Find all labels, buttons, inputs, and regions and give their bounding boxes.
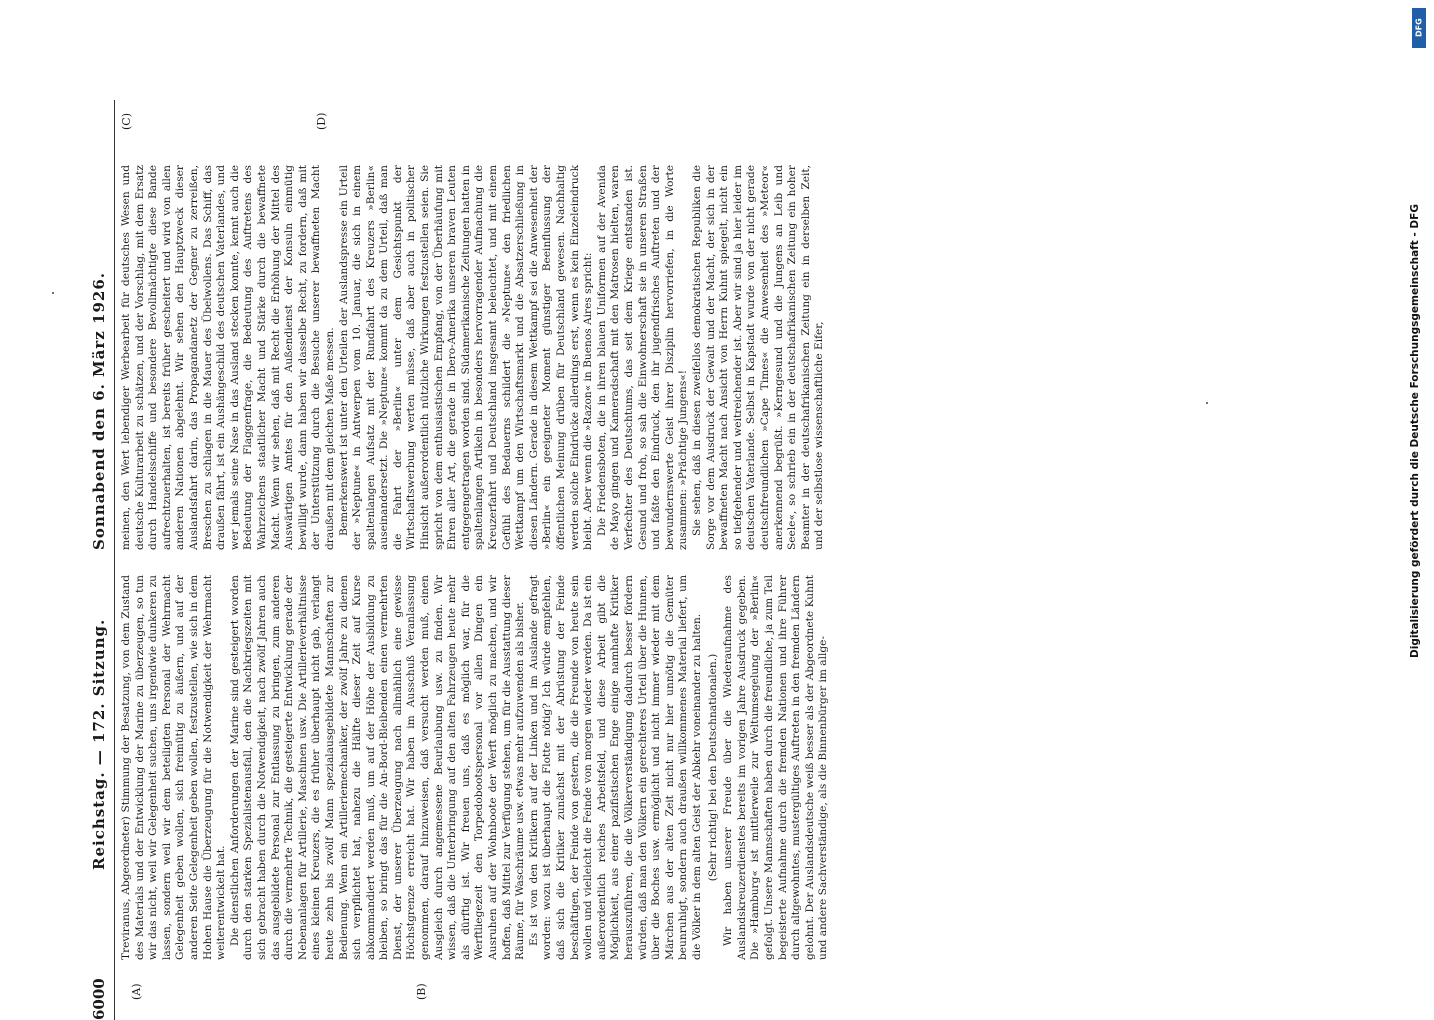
session-date: Sonnabend den 6. März 1926. bbox=[90, 272, 108, 550]
dfg-logo: DFG bbox=[1412, 8, 1426, 48]
dfg-credit-text: Digitalisierung gefördert durch die Deutsche Forschungsgemeinschaft - DFG bbox=[1409, 204, 1421, 658]
quotation: Die Friedensboten, die in ihren blauen Uniformen auf der Avenida de Mayo gingen und Kameradschaft mit den Matrosen hielten, waren Verfechter des Deutschtums, das seit dem Kriege entstanden ist. Gesund und froh, so sah die Einwohnerschaft sie in unseren Straßen und faßte den Eindruck, den ihr jugendfrisches Auftreten und der bewundernswerte Geist ihrer Disziplin hervorriefen, in die Worte zusammen: »Prächtige Jungens«! bbox=[595, 165, 690, 550]
margin-marker-b: (B) bbox=[415, 983, 428, 1000]
paragraph: Wir haben unserer Freude über die Wiederaufnahme des Auslandskreuzerdienstes bereits im vorigen Jahre Ausdruck gegeben. Die »Hamburg« ist mittlerweile zur Weltumsegelung der »Berlin« gefolgt. Unsere Mannschaften haben durch die freundliche, ja zum Teil begeisterte Aufnahme durch die fremden Nationen und ihre Führer durch altgewohntes, mustergültiges Auftreten in den fremden Ländern gelohnt. Der Auslandsdeutsche weiß besser als der Abgeordnete Kuhnt und andere Sachverständige, als die Binnenbürger im allge- bbox=[722, 575, 830, 960]
interjection: (Sehr richtig! bei den Deutschnationalen.) bbox=[706, 653, 719, 882]
header-rule bbox=[114, 100, 115, 1020]
page-number: 6000 bbox=[90, 978, 108, 1020]
paragraph: meinen, den Wert lebendiger Werbearbeit für deutsches Wesen und deutsche Kulturarbeit zu schätzen, und der Vorschlag, mit dem Ersatz durch Handelsschiffe und besondere Bevollmächtigte diese Bande aufrechtzuerhalten, ist bereits früher gescheitert und wird von allen anderen Nationen abgelehnt. Wir sehen den Hauptzweck dieser Auslandsfahrt darin, das Propagandanetz der Gegner zu zerreißen, Breschen zu schlagen in die Mauer des Übelwollens. Das Schiff, das draußen fährt, ist ein Aushängeschild des deutschen Vaterlandes, und wer jemals seine Nase in das Ausland stecken konnte, kennt auch die Bedeutung der Flaggenfrage, die Bedeutung des Auftretens des Wahrzeichens staatlicher Macht und Stärke durch die bewaffnete Macht. Wenn wir sehen, daß mit Recht die Erhöhung der Mittel des Auswärtigen Amtes für den Außendienst der Konsuln einmütig bewilligt wurde, dann haben wir dasselbe Recht, zu fordern, daß mit der Unterstützung durch die Besuche unserer bewaffneten Macht draußen mit dem gleichen Maße messen. bbox=[120, 165, 336, 550]
paragraph: Bemerkenswert ist unter den Urteilen der Auslandspresse ein Urteil der »Neptune« in Antwerpen vom 10. Januar, die sich in einem spaltenlangen Aufsatz mit der Rundfahrt des Kreuzers »Berlin« auseinandersetzt. Die »Neptune« kommt da zu dem Urteil, daß man die Fahrt der »Berlin« unter dem Gesichtspunkt der Wirtschaftswerbung werten müsse, daß aber auch in politischer Hinsicht außerordentlich nützliche Wirkungen festzustellen seien. Sie spricht von dem enthusiastischen Empfang, von der Überhäufung mit Ehren aller Art, die gerade in Ibero-Amerika unseren braven Leuten entgegengetragen worden sind. Südamerikanische Zeitungen hatten in spaltenlangen Artikeln in besonders hervorragender Aufmachung die Kreuzerfahrt und Deutschland insgesamt beleuchtet, und mit einem Gefühl des Bedauerns schildert die »Neptune« den friedlichen Wettkampf um den Wirtschaftsmarkt und die Absatzerschließung in diesen Ländern. Gerade in diesem Wettkampf sei die Anwesenheit der »Berlin« ein geeigneter Moment günstiger Beeinflussung der öffentlichen Meinung drüben für Deutschland gewesen. Nachhaltig werden solche Eindrücke allerdings erst, wenn es kein Einzeleindruck bleibt. Aber wenn die »Razon« in Buenos Aires spricht: bbox=[337, 165, 595, 550]
scan-speck bbox=[52, 292, 54, 294]
right-column bbox=[120, 165, 826, 550]
scanned-page bbox=[90, 100, 830, 1020]
paragraph: Es ist von den Kritikern auf der Linken und im Auslande gefragt worden: wozu ist überhaupt die Flotte nötig? Ich würde empfehlen, daß sich die Kritiker zunächst mit der Abrüstung der Feinde beschäftigen, der Feinde von gestern, die die Freunde von heute sein wollen und vielleicht die Feinde von morgen wieder werden. Da ist ein außerordentlich reiches Arbeitsfeld, und diese Arbeit gibt die Möglichkeit, aus einer pazifistischen Enge einige namhafte Kritiker herauszuführen, die die Völkerverständigung dadurch besser fördern würden, daß man den Völkern ein gerechteres Urteil über die Hunnen, über die Boches usw. ermöglicht und nicht immer wieder mit dem Märchen aus der alten Zeit nicht nur hier unnötig die Gemüter beunruhigt, sondern auch draußen willkommenes Material liefert, um die Völker in dem alten Geist der Abkehr voneinander zu halten. bbox=[527, 575, 703, 960]
margin-marker-d: (D) bbox=[315, 112, 328, 130]
margin-marker-c: (C) bbox=[120, 113, 133, 130]
digitization-sidebar bbox=[1400, 0, 1434, 1000]
session-title: Reichstag. — 172. Sitzung. bbox=[90, 618, 108, 870]
paragraph: Treviranus, Abgeordneter) Stimmung der Besatzung, von dem Zustand des Materials und der Entwicklung der Marine zu überzeugen, so tun wir das nicht, weil wir Gelegenheit suchen, uns irgendwie dunkeren zu lassen, sondern weil wir dem beteiligten Personal der Wehrmacht Gelegenheit geben wollen, sich freimütig zu äußern, und auf der anderen Seite Gelegenheit geben wollen, festzustellen, wie sich in dem Hohen Hause die Überzeugung für die Notwendigkeit der Wehrmacht weiterentwickelt hat. bbox=[120, 575, 228, 960]
rotated-page-container bbox=[90, 100, 830, 1020]
margin-marker-a: (A) bbox=[130, 983, 143, 1000]
paragraph: Sie sehen, daß in diesen zweifellos demokratischen Republiken die Sorge vor dem Ausdruck der Gewalt und der Macht, der sich in der bewaffneten Macht nach Ansicht von Herrn Kuhnt spiegelt, nicht ein so tiefgehender und weitreichender ist. Aber wir sind ja hier leider im deutschen Vaterlande. Selbst in Kapstadt wurde von der nicht gerade deutschfreundlichen »Cape Times« die Anwesenheit des »Meteor« anerkennend begrüßt. »Kerngesund und die Jungens an Leib und Seele«, so schrieb ein in der deutschafrikanischen Zeitung ein hoher Beamter in der deutschafrikanischen Zeitung ein in derselben Zeit, und der selbstlose wissenschaftliche Eifer, bbox=[690, 165, 826, 550]
page-header bbox=[90, 100, 112, 1020]
paragraph: Die dienstlichen Anforderungen der Marine sind gesteigert worden durch den starken Spezialistenausfall, den die Nachkriegszeiten mit sich gebracht haben durch die Notwendigkeit, nach zwölf Jahren auch das ausgebildete Personal zur Entlassung zu bringen, zum anderen durch die vermehrte Technik, die gesteigerte Entwicklung gerade der Nebenanlagen für Artillerie, Maschinen usw. Die Artillerieverhältnisse eines kleinen Kreuzers, die es früher überhaupt nicht gab, verlangt heute zehn bis zwölf Mann spezialausgebildete Mannschaften zur Bedienung. Wenn ein Artilleriemechaniker, der zwölf Jahre zu dienen sich verpflichtet hat, nahezu die Hälfte dieser Zeit auf Kurse abkommandiert werden muß, um auf der Höhe der Ausbildung zu bleiben, so bringt das für die An-Bord-Bleibenden einen vermehrten Dienst, der unserer Überzeugung nach allmählich eine gewisse Höchstgrenze erreicht hat. Wir haben im Ausschuß Veranlassung genommen, darauf hinzuweisen, daß versucht werden muß, einen Ausgleich durch angemessene Beurlaubung usw. zu finden. Wir wissen, daß die Unterbringung auf den alten Fahrzeugen heute mehr als dürftig ist. Wir freuen uns, daß es möglich war, für die Werftliegezeit den Torpedobootspersonal vor allen Dingen ein Ausruhen auf der Wohnboote der Werft möglich zu machen, und wir hoffen, daß Mittel zur Verfügung stehen, um für die Ausstattung dieser Räume, für Waschräume usw. etwas mehr aufzuwenden als bisher. bbox=[228, 575, 527, 960]
scan-speck bbox=[1206, 402, 1208, 404]
left-column bbox=[120, 575, 830, 960]
